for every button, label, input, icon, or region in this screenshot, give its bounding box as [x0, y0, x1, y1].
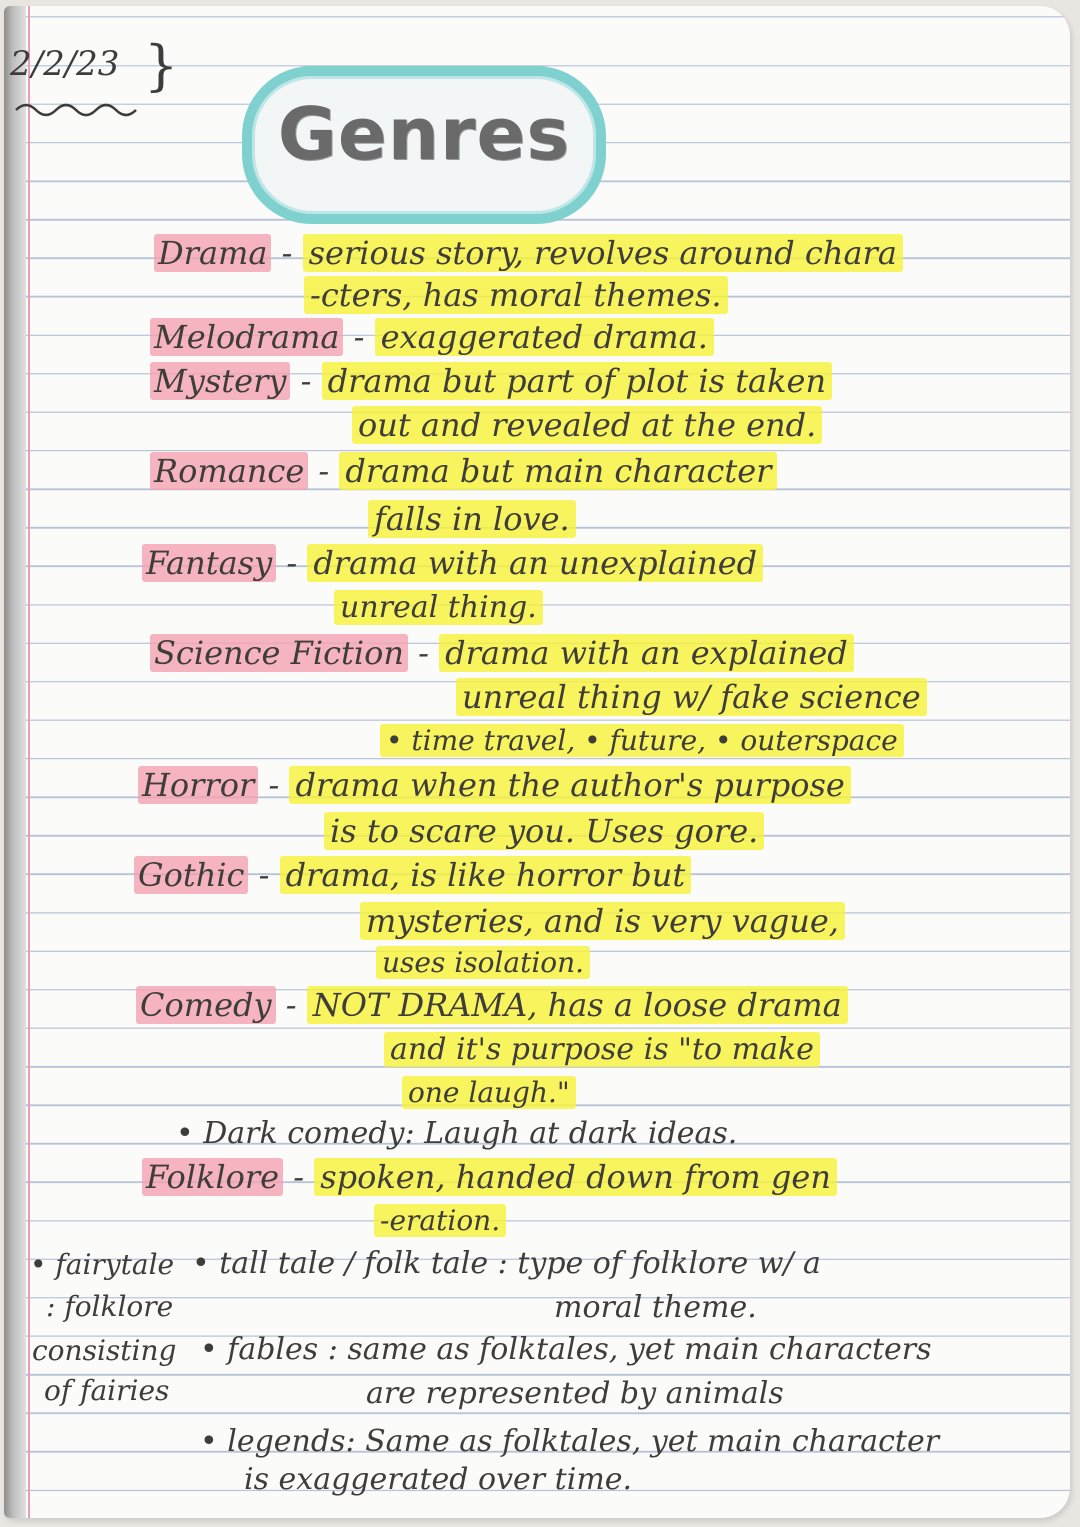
genre-term: Horror [138, 766, 258, 804]
brace-icon: } [144, 34, 179, 97]
genre-definition: NOT DRAMA, has a loose drama [307, 986, 848, 1024]
genre-term: Romance [150, 452, 308, 490]
genre-definition-line: unreal thing w/ fake science [456, 678, 927, 716]
genre-definition: drama with an unexplained [307, 544, 763, 582]
genre-definition-cont [384, 1032, 820, 1067]
bullet-continuation: are represented by animals [366, 1376, 784, 1411]
notebook-page [4, 6, 1070, 1518]
margin-line [28, 6, 30, 1518]
genre-definition-line: one laugh." [402, 1076, 576, 1109]
genre-definition-line: out and revealed at the end. [352, 406, 822, 444]
genre-term: Drama [154, 234, 271, 272]
genre-entry-melodrama: Melodrama - exaggerated drama. [150, 318, 714, 356]
spiral-binding-edge [4, 6, 26, 1518]
genre-entry-comedy: Comedy - NOT DRAMA, has a loose drama [136, 986, 848, 1024]
genre-entry-gothic: Gothic - drama, is like horror but [134, 856, 691, 894]
side-note-line: • fairytale [30, 1248, 175, 1281]
genre-definition-line: • time travel, • future, • outerspace [380, 724, 904, 757]
bullet-legends: • legends: Same as folktales, yet main character [200, 1424, 940, 1459]
genre-entry-horror: Horror - drama when the author's purpose [138, 766, 851, 804]
genre-definition: drama with an explained [439, 634, 854, 672]
genre-term: Comedy [136, 986, 276, 1024]
genre-entry-folklore: Folklore - spoken, handed down from gen [142, 1158, 837, 1196]
genre-definition-cont [376, 946, 590, 979]
genre-entry-drama: Drama - serious story, revolves around chara [154, 234, 903, 272]
bullet-continuation: is exaggerated over time. [244, 1462, 633, 1497]
genre-definition-cont [360, 902, 845, 940]
genre-definition: exaggerated drama. [375, 318, 714, 356]
genre-definition-line: is to scare you. Uses gore. [324, 812, 764, 850]
genre-definition: drama when the author's purpose [289, 766, 850, 804]
genre-entry-romance: Romance - drama but main character [150, 452, 777, 490]
genre-entry-mystery: Mystery - drama but part of plot is taken [150, 362, 832, 400]
bullet-tall-tale: • tall tale / folk tale : type of folklore w/ a [192, 1246, 821, 1281]
genre-definition-line: falls in love. [368, 500, 576, 538]
genre-definition-line: uses isolation. [376, 946, 590, 979]
genre-definition-cont [352, 406, 822, 444]
side-note-line: : folklore [46, 1290, 174, 1323]
genre-definition: drama, is like horror but [280, 856, 692, 894]
dark-comedy-note: • Dark comedy: Laugh at dark ideas. [176, 1116, 738, 1151]
title-cloud-frame [242, 66, 606, 224]
genre-definition: spoken, handed down from gen [314, 1158, 837, 1196]
genre-definition-line: unreal thing. [334, 590, 543, 625]
genre-definition-cont [368, 500, 576, 538]
genre-definition-cont [456, 678, 927, 716]
genre-definition-cont [334, 590, 543, 625]
genre-definition-cont [374, 1204, 506, 1237]
genre-definition-line: and it's purpose is "to make [384, 1032, 820, 1067]
genre-definition: serious story, revolves around chara [303, 234, 903, 272]
bullet-fables: • fables : same as folktales, yet main characters [200, 1332, 932, 1367]
side-note-line: consisting [32, 1334, 177, 1367]
genre-definition-cont [380, 724, 904, 757]
genre-definition: drama but part of plot is taken [322, 362, 832, 400]
genre-term: Melodrama [150, 318, 343, 356]
genre-term: Gothic [134, 856, 248, 894]
genre-term: Folklore [142, 1158, 283, 1196]
genre-definition-line: mysteries, and is very vague, [360, 902, 845, 940]
genre-definition-cont [324, 812, 764, 850]
genre-definition-line: -eration. [374, 1204, 506, 1237]
genre-definition-line: -cters, has moral themes. [304, 276, 728, 314]
genre-entry-fantasy: Fantasy - drama with an unexplained [142, 544, 763, 582]
side-note-line: of fairies [44, 1374, 170, 1407]
genre-term: Mystery [150, 362, 290, 400]
genre-definition-cont [402, 1076, 576, 1109]
date-label: 2/2/23 [10, 44, 120, 84]
bullet-continuation: moral theme. [554, 1290, 757, 1325]
page-title: Genres [277, 92, 571, 176]
squiggle-underline-icon [14, 98, 154, 122]
genre-definition: drama but main character [339, 452, 777, 490]
genre-term: Fantasy [142, 544, 276, 582]
genre-entry-science-fiction: Science Fiction - drama with an explained [150, 634, 854, 672]
genre-term: Science Fiction [150, 634, 408, 672]
genre-definition-cont [304, 276, 728, 314]
